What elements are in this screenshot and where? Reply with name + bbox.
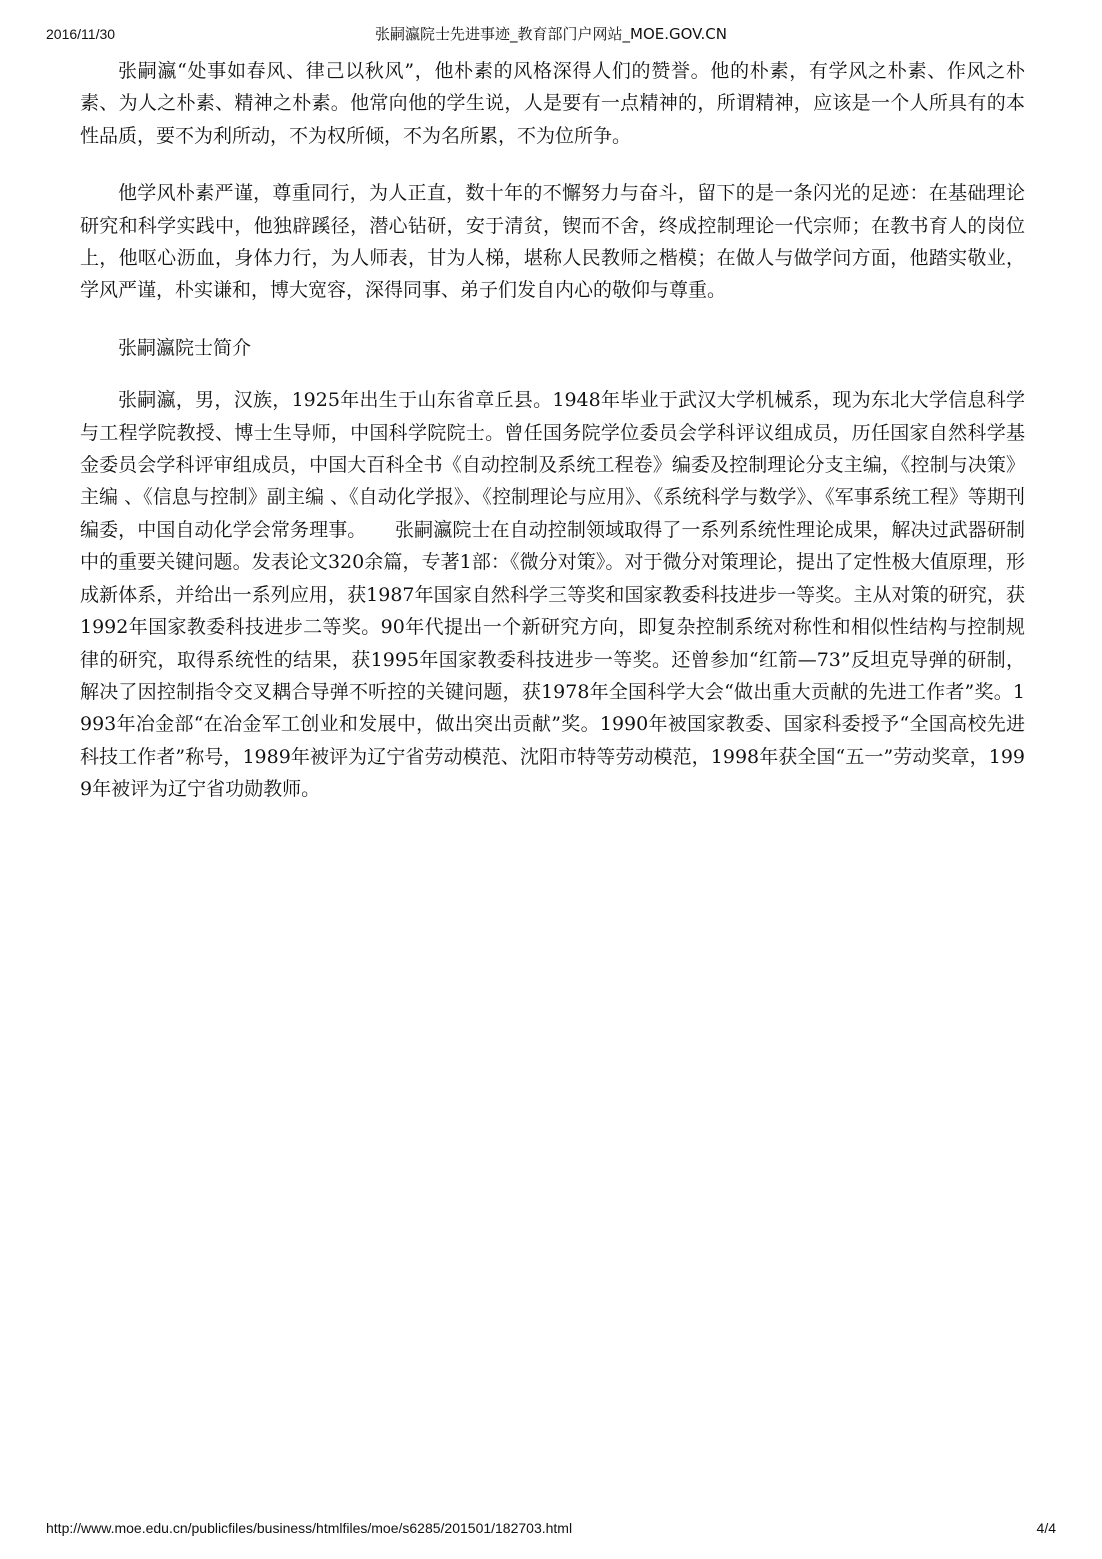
page-title: 张嗣瀛院士先进事迹_教育部门户网站_MOE.GOV.CN bbox=[375, 25, 727, 43]
print-date: 2016/11/30 bbox=[46, 26, 116, 42]
article-body bbox=[80, 55, 1025, 831]
page-number: 4/4 bbox=[1036, 1520, 1056, 1536]
article-paragraph: 张嗣瀛，男，汉族，1925年出生于山东省章丘县。1948年毕业于武汉大学机械系，现为东北大学信息科学与工程学院教授、博士生导师，中国科学院院士。曾任国务院学位委员会学科评议组成员，历任国家自然科学基金委员会学科评审组成员，中国大百科全书《自动控制及系统工程卷》编委及控制理论分支主编，《控制与决策》主编 、《信息与控制》副主编 、《自动化学报》、《控制理论与应用》、《系统科学与数学》、《军事系统工程》等期刊编委，中国自动化学会常务理事。 张嗣瀛院士在自动控制领域取得了一系列系统性理论成果，解决过武器研制中的重要关键问题。发表论文320余篇，专著1部：《微分对策》。对于微分对策理论，提出了定性极大值原理，形成新体系，并给出一系列应用，获1987年国家自然科学三等奖和国家教委科技进步一等奖。主从对策的研究，获1992年国家教委科技进步二等奖。90年代提出一个新研究方向，即复杂控制系统对称性和相似性结构与控制规律的研究，取得系统性的结果，获1995年国家教委科技进步一等奖。还曾参加“红箭—73”反坦克导弹的研制，解决了因控制指令交叉耦合导弹不听控的关键问题，获1978年全国科学大会“做出重大贡献的先进工作者”奖。1993年冶金部“在冶金军工创业和发展中，做出突出贡献”奖。1990年被国家教委、国家科委授予“全国高校先进科技工作者”称号，1989年被评为辽宁省劳动模范、沈阳市特等劳动模范，1998年获全国“五一”劳动奖章，1999年被评为辽宁省功勋教师。 bbox=[80, 389, 1025, 801]
print-header bbox=[46, 24, 1056, 46]
article-paragraph: 张嗣瀛“处事如春风、律己以秋风”，他朴素的风格深得人们的赞誉。他的朴素，有学风之朴素、作风之朴素、为人之朴素、精神之朴素。他常向他的学生说，人是要有一点精神的，所谓精神，应该是一个人所具有的本性品质，要不为利所动，不为权所倾，不为名所累，不为位所争。 bbox=[80, 60, 1025, 147]
print-footer bbox=[46, 1518, 1056, 1540]
source-url[interactable]: http://www.moe.edu.cn/publicfiles/business/htmlfiles/moe/s6285/201501/182703.html bbox=[46, 1520, 573, 1536]
section-heading: 张嗣瀛院士简介 bbox=[118, 336, 252, 359]
article-paragraph: 他学风朴素严谨，尊重同行，为人正直，数十年的不懈努力与奋斗，留下的是一条闪光的足迹：在基础理论研究和科学实践中，他独辟蹊径，潜心钻研，安于清贫，锲而不舍，终成控制理论一代宗师；在教书育人的岗位上，他呕心沥血，身体力行，为人师表，甘为人梯，堪称人民教师之楷模；在做人与做学问方面，他踏实敬业，学风严谨，朴实谦和，博大宽容，深得同事、弟子们发自内心的敬仰与尊重。 bbox=[80, 182, 1025, 302]
